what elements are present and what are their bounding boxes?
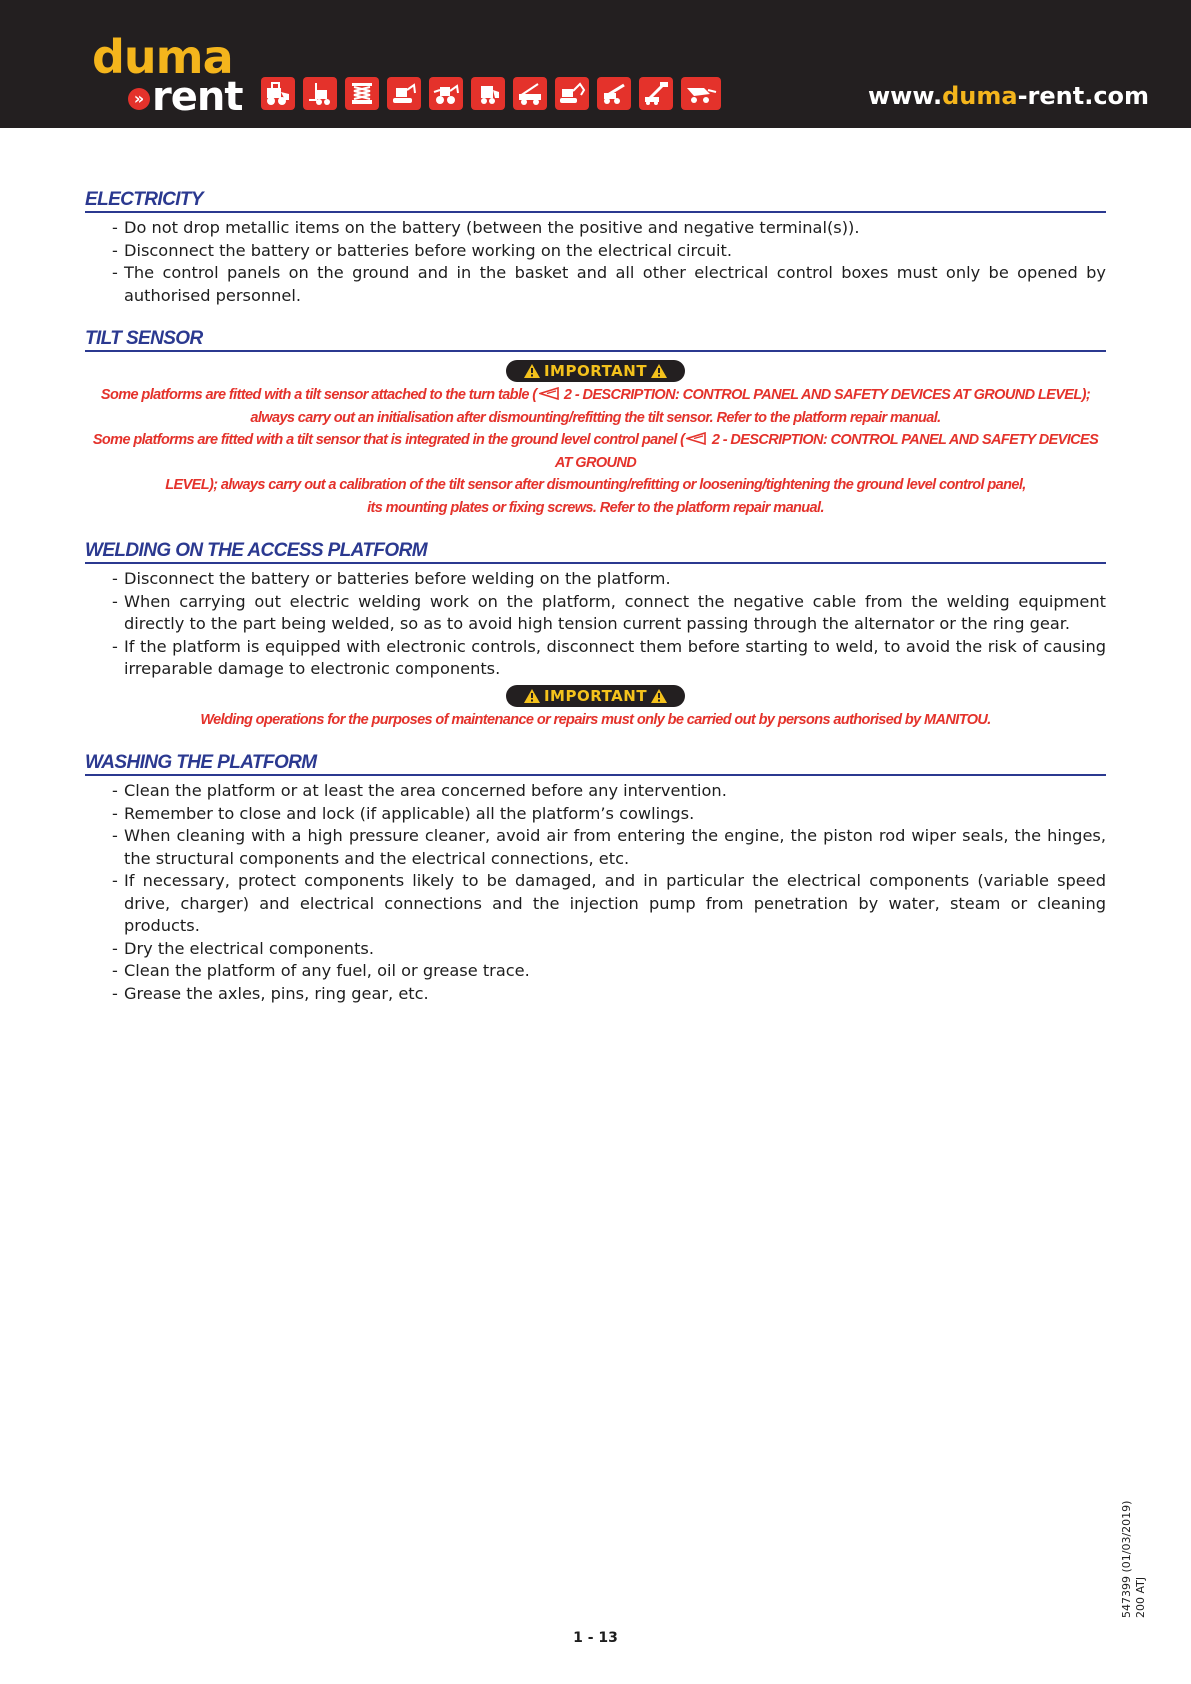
important-banner (85, 360, 1106, 382)
model-code: 200 ATJ (1134, 1576, 1147, 1618)
list-item: - When carrying out electric welding work on the platform, connect the negative cable from the welding equipment directly to the part being welded, so as to avoid high tension current passing through the alternator or the ring gear. (112, 591, 1106, 636)
section-washing (85, 751, 1106, 1005)
section-heading: ELECTRICITY (85, 188, 1106, 213)
page-number: 1 - 13 (573, 1630, 618, 1646)
logo-duma-text: duma (92, 30, 233, 84)
important-text: IMPORTANT (543, 362, 648, 380)
important-label (506, 360, 685, 382)
warning-triangle-icon (651, 364, 667, 378)
cross-reference-icon (686, 432, 706, 445)
washing-list (85, 780, 1106, 1005)
list-item: - Disconnect the battery or batteries before working on the electrical circuit. (112, 240, 1106, 263)
notice-text: 2 - DESCRIPTION: CONTROL PANEL AND SAFETY DEVICES AT GROUND LEVEL); (560, 387, 1091, 403)
backhoe-loader-icon (429, 77, 463, 110)
section-heading: TILT SENSOR (85, 327, 1106, 352)
mini-excavator-icon (387, 77, 421, 110)
document-reference (1120, 1378, 1156, 1618)
chevron-badge-icon: » (128, 88, 150, 110)
warning-triangle-icon (524, 364, 540, 378)
section-electricity (85, 188, 1106, 307)
section-heading: WELDING ON THE ACCESS PLATFORM (85, 539, 1106, 564)
list-item: - Grease the axles, pins, ring gear, etc. (112, 983, 1106, 1006)
compact-loader-icon (471, 77, 505, 110)
section-welding (85, 539, 1106, 731)
logo-rent-text: rent (152, 74, 243, 120)
list-item: - When cleaning with a high pressure cleaner, avoid air from entering the engine, the piston rod wiper seals, the hinges, the structural components and the electrical connections, etc. (112, 825, 1106, 870)
warning-triangle-icon (651, 689, 667, 703)
welding-notice: Welding operations for the purposes of maintenance or repairs must only be carried out by persons authorised by MANITOU. (200, 711, 991, 728)
notice-text: its mounting plates or fixing screws. Refer to the platform repair manual. (367, 499, 824, 516)
duma-rent-logo[interactable] (92, 30, 252, 120)
wheel-loader-icon (261, 77, 295, 110)
telehandler-icon (597, 77, 631, 110)
important-banner (85, 685, 1106, 707)
welding-list (85, 568, 1106, 681)
list-item: - Dry the electrical components. (112, 938, 1106, 961)
boom-lift-icon (639, 77, 673, 110)
list-item: - Clean the platform or at least the area concerned before any intervention. (112, 780, 1106, 803)
list-item: - Remember to close and lock (if applicable) all the platform’s cowlings. (112, 803, 1106, 826)
tilt-sensor-notice (85, 384, 1106, 519)
url-suffix: -rent.com (1017, 82, 1150, 110)
cross-reference-icon (539, 387, 559, 400)
dumper-icon (681, 77, 721, 110)
notice-text: Some platforms are fitted with a tilt sensor that is integrated in the ground level control panel ( (92, 432, 685, 448)
url-brand: duma (942, 82, 1018, 110)
section-heading: WASHING THE PLATFORM (85, 751, 1106, 776)
list-item: - If the platform is equipped with electronic controls, disconnect them before starting to weld, to avoid the risk of causing irreparable damage to electronic components. (112, 636, 1106, 681)
important-text: IMPORTANT (543, 686, 648, 705)
notice-text: always carry out an initialisation after dismounting/refitting the tilt sensor. Refer to the platform repair manual. (250, 409, 941, 426)
notice-text: 2 - DESCRIPTION: CONTROL PANEL AND SAFETY DEVICES AT GROUND (554, 432, 1099, 471)
important-label (506, 685, 685, 707)
section-tilt-sensor (85, 327, 1106, 519)
header-band (0, 0, 1191, 128)
notice-text: LEVEL); always carry out a calibration of the tilt sensor after dismounting/refitting or loosening/tightening the ground level control panel, (165, 477, 1026, 493)
crane-truck-icon (513, 77, 547, 110)
electricity-list (85, 217, 1106, 307)
list-item: - If necessary, protect components likely to be damaged, and in particular the electrical components (variable speed drive, charger) and electrical connections and the injection pump from penetration by water, steam or cleaning products. (112, 870, 1106, 938)
forklift-icon (303, 77, 337, 110)
doc-code: 547399 (01/03/2019) (1120, 1500, 1133, 1618)
notice-text: Some platforms are fitted with a tilt sensor attached to the turn table ( (100, 387, 537, 403)
scissor-lift-icon (345, 77, 379, 110)
page-content (85, 188, 1106, 1005)
warning-triangle-icon (524, 689, 540, 703)
excavator-icon (555, 77, 589, 110)
list-item: - Do not drop metallic items on the battery (between the positive and negative terminal(s)). (112, 217, 1106, 240)
list-item: - The control panels on the ground and in the basket and all other electrical control boxes must only be opened by authorised personnel. (112, 262, 1106, 307)
list-item: - Disconnect the battery or batteries before welding on the platform. (112, 568, 1106, 591)
website-url[interactable] (868, 82, 1149, 110)
url-prefix: www. (868, 82, 943, 110)
list-item: - Clean the platform of any fuel, oil or grease trace. (112, 960, 1106, 983)
